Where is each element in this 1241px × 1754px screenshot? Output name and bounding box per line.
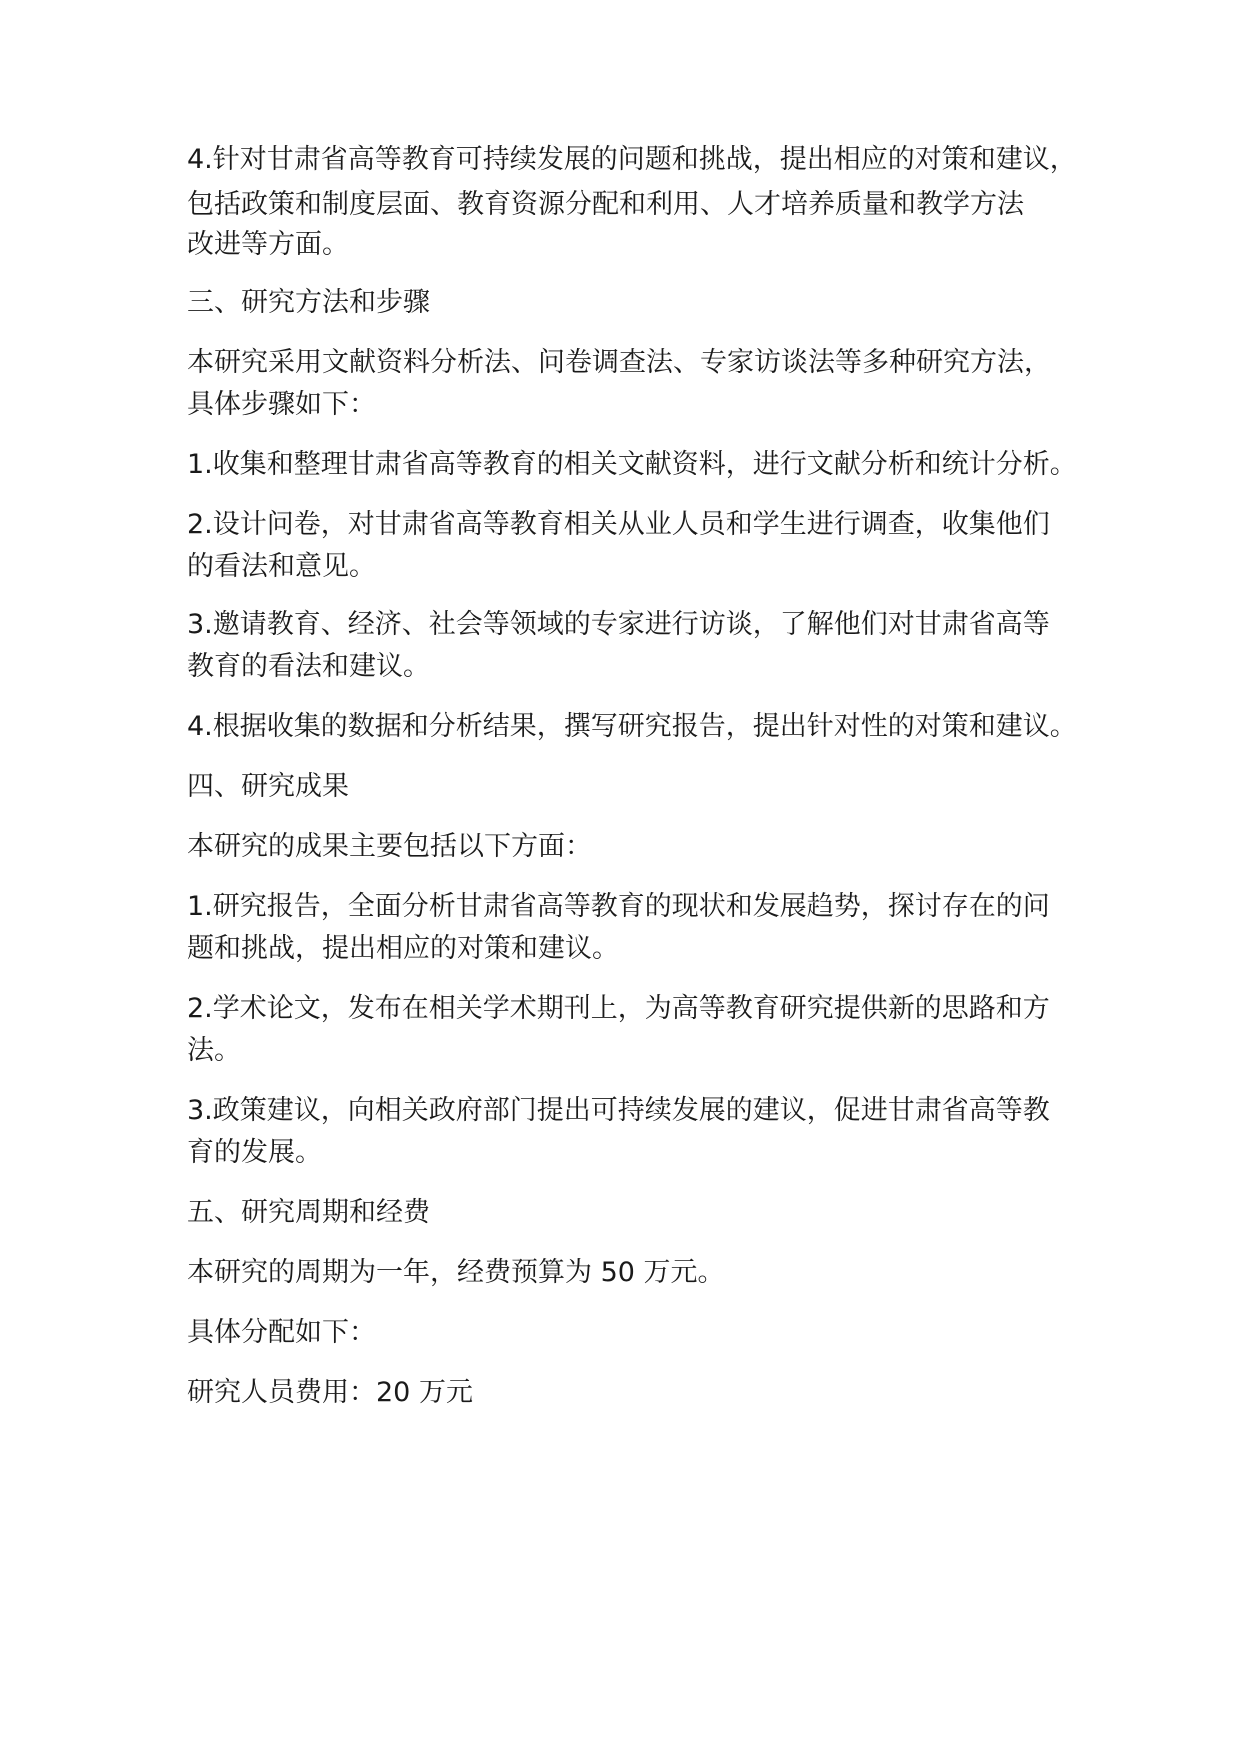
paragraph-line: 改进等方面。 <box>187 229 349 260</box>
list-item-line: 3.邀请教育、经济、社会等领域的专家进行访谈，了解他们对甘肃省高等 <box>187 609 1050 640</box>
list-item-line: 2.学术论文，发布在相关学术期刊上，为高等教育研究提供新的思路和方 <box>187 993 1050 1024</box>
paragraph-line: 具体分配如下： <box>187 1317 376 1348</box>
list-item-line: 育的发展。 <box>187 1137 322 1168</box>
paragraph-line: 包括政策和制度层面、教育资源分配和利用、人才培养质量和教学方法 <box>187 189 1024 220</box>
paragraph-line: 4.针对甘肃省高等教育可持续发展的问题和挑战，提出相应的对策和建议， <box>187 144 1077 175</box>
list-item-line: 2.设计问卷，对甘肃省高等教育相关从业人员和学生进行调查，收集他们 <box>187 509 1050 540</box>
section-heading: 三、研究方法和步骤 <box>187 287 430 318</box>
paragraph-line: 本研究的周期为一年，经费预算为 50 万元。 <box>187 1257 725 1288</box>
list-item-line: 4.根据收集的数据和分析结果，撰写研究报告，提出针对性的对策和建议。 <box>187 711 1077 742</box>
list-item-line: 3.政策建议，向相关政府部门提出可持续发展的建议，促进甘肃省高等教 <box>187 1095 1050 1126</box>
paragraph-line: 本研究的成果主要包括以下方面： <box>187 831 592 862</box>
paragraph-line: 具体步骤如下： <box>187 389 376 420</box>
list-item-line: 1.收集和整理甘肃省高等教育的相关文献资料，进行文献分析和统计分析。 <box>187 449 1077 480</box>
paragraph-line: 本研究采用文献资料分析法、问卷调查法、专家访谈法等多种研究方法， <box>187 347 1051 378</box>
paragraph-line: 研究人员费用：20 万元 <box>187 1377 473 1408</box>
section-heading: 四、研究成果 <box>187 771 349 802</box>
list-item-line: 1.研究报告，全面分析甘肃省高等教育的现状和发展趋势，探讨存在的问 <box>187 891 1050 922</box>
list-item-line: 教育的看法和建议。 <box>187 651 430 682</box>
section-heading: 五、研究周期和经费 <box>187 1197 430 1228</box>
list-item-line: 法。 <box>187 1035 241 1066</box>
list-item-line: 题和挑战，提出相应的对策和建议。 <box>187 933 619 964</box>
list-item-line: 的看法和意见。 <box>187 551 376 582</box>
